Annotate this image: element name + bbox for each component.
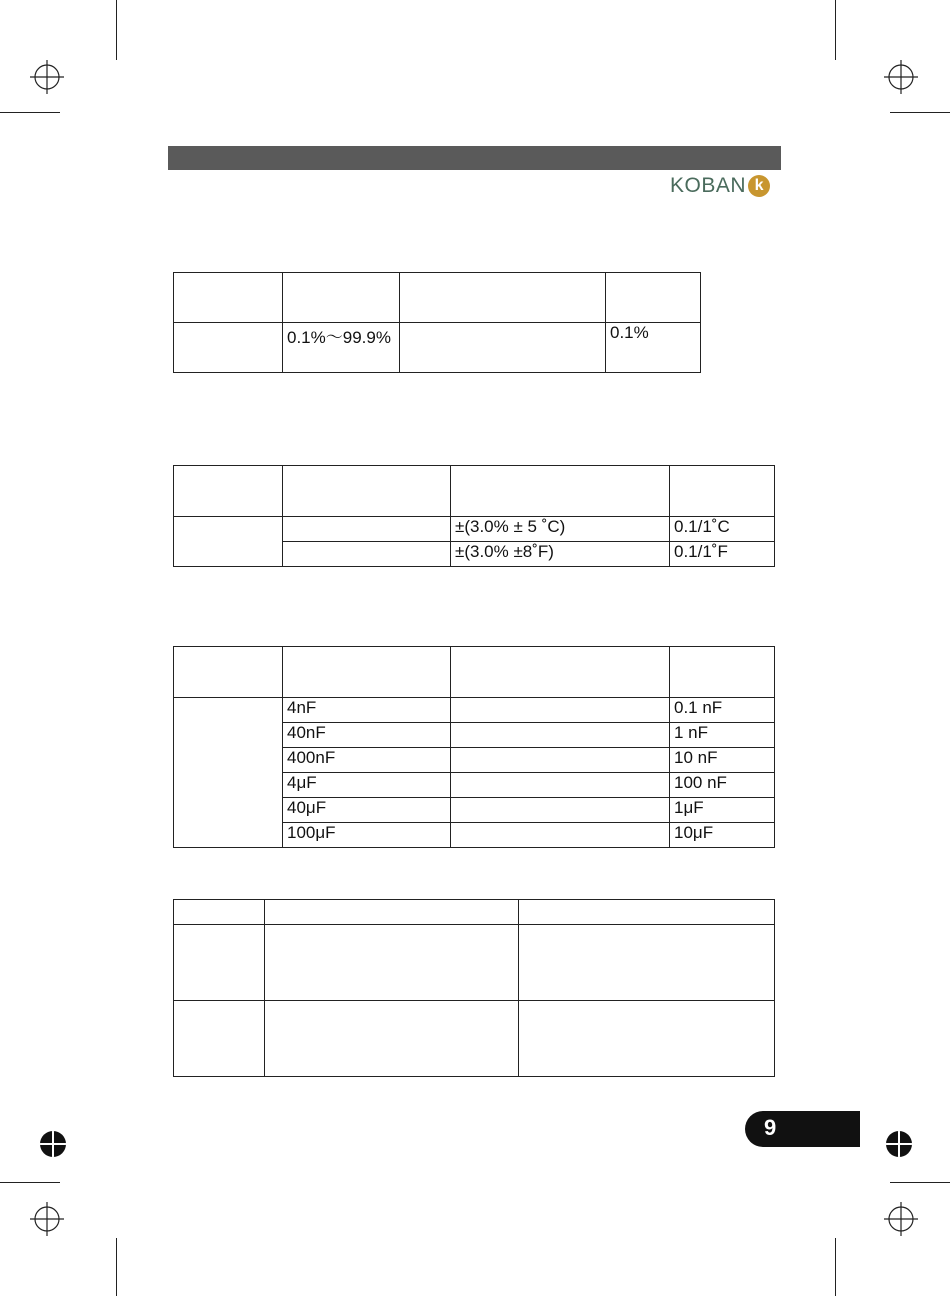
table-cell xyxy=(519,1001,775,1077)
table-cell: 40nF xyxy=(283,723,451,748)
brand-logo xyxy=(670,174,770,198)
table-row xyxy=(174,925,775,1001)
table-cell: 10μF xyxy=(670,823,775,848)
table-header-row xyxy=(174,900,775,925)
crop-mark xyxy=(116,1238,117,1296)
table-header-cell xyxy=(670,647,775,698)
table-cell xyxy=(283,542,451,567)
table-header-cell xyxy=(283,647,451,698)
humidity-spec-table xyxy=(173,272,701,373)
table-header-cell xyxy=(174,647,283,698)
table-cell: 1 nF xyxy=(670,723,775,748)
table-cell xyxy=(283,517,451,542)
crop-mark xyxy=(0,1182,60,1183)
header-bar xyxy=(168,146,781,170)
table-header-cell xyxy=(174,466,283,517)
table-header-cell xyxy=(283,273,400,323)
registration-mark-icon xyxy=(884,1202,918,1236)
registration-dot-icon xyxy=(886,1131,912,1157)
table-cell xyxy=(174,323,283,373)
table-cell xyxy=(400,323,606,373)
crop-mark xyxy=(116,0,117,60)
table-row xyxy=(174,1001,775,1077)
table-cell xyxy=(519,925,775,1001)
table-cell: 0.1/1˚C xyxy=(670,517,775,542)
table-header-cell xyxy=(174,273,283,323)
table-row xyxy=(174,517,775,542)
crop-mark xyxy=(835,1238,836,1296)
table-header-cell xyxy=(670,466,775,517)
table-cell: 0.1% xyxy=(606,323,701,373)
page-number: 9 xyxy=(764,1115,777,1140)
table-header-cell xyxy=(451,647,670,698)
table-row xyxy=(174,698,775,723)
table-cell: 0.1 nF xyxy=(670,698,775,723)
table-cell: 1μF xyxy=(670,798,775,823)
table-cell xyxy=(174,925,265,1001)
temperature-spec-table xyxy=(173,465,775,567)
table-cell: 10 nF xyxy=(670,748,775,773)
registration-mark-icon xyxy=(30,1202,64,1236)
table-cell xyxy=(451,698,670,723)
registration-mark-icon xyxy=(884,60,918,94)
capacitance-spec-table xyxy=(173,646,775,848)
table-cell: 0.1/1˚F xyxy=(670,542,775,567)
table-cell xyxy=(174,698,283,848)
table-cell: ±(3.0% ±8˚F) xyxy=(451,542,670,567)
table-cell: 100 nF xyxy=(670,773,775,798)
table-cell: 40μF xyxy=(283,798,451,823)
table-cell: 400nF xyxy=(283,748,451,773)
table-header-cell xyxy=(265,900,519,925)
table-cell xyxy=(265,1001,519,1077)
table-header-cell xyxy=(174,900,265,925)
table-cell: 0.1%～99.9% xyxy=(283,323,400,373)
crop-mark xyxy=(890,112,950,113)
crop-mark xyxy=(835,0,836,60)
table-cell: 100μF xyxy=(283,823,451,848)
table-row xyxy=(174,323,701,373)
table-header-cell xyxy=(519,900,775,925)
table-cell xyxy=(451,748,670,773)
table-cell xyxy=(451,798,670,823)
fourth-spec-table xyxy=(173,899,775,1077)
table-cell xyxy=(174,517,283,567)
table-cell xyxy=(451,723,670,748)
brand-name: KOBAN xyxy=(670,174,747,197)
registration-mark-icon xyxy=(30,60,64,94)
table-cell xyxy=(265,925,519,1001)
table-header-row xyxy=(174,466,775,517)
crop-mark xyxy=(890,1182,950,1183)
table-cell: 4μF xyxy=(283,773,451,798)
table-cell xyxy=(174,1001,265,1077)
table-cell: ±(3.0% ± 5 ˚C) xyxy=(451,517,670,542)
table-header-row xyxy=(174,273,701,323)
table-cell: 4nF xyxy=(283,698,451,723)
table-header-cell xyxy=(606,273,701,323)
brand-mark-icon: k xyxy=(748,175,770,197)
table-header-cell xyxy=(451,466,670,517)
crop-mark xyxy=(0,112,60,113)
table-header-cell xyxy=(283,466,451,517)
table-cell xyxy=(451,773,670,798)
table-cell xyxy=(451,823,670,848)
page-number-tab xyxy=(745,1111,860,1147)
table-header-row xyxy=(174,647,775,698)
registration-dot-icon xyxy=(40,1131,66,1157)
table-header-cell xyxy=(400,273,606,323)
